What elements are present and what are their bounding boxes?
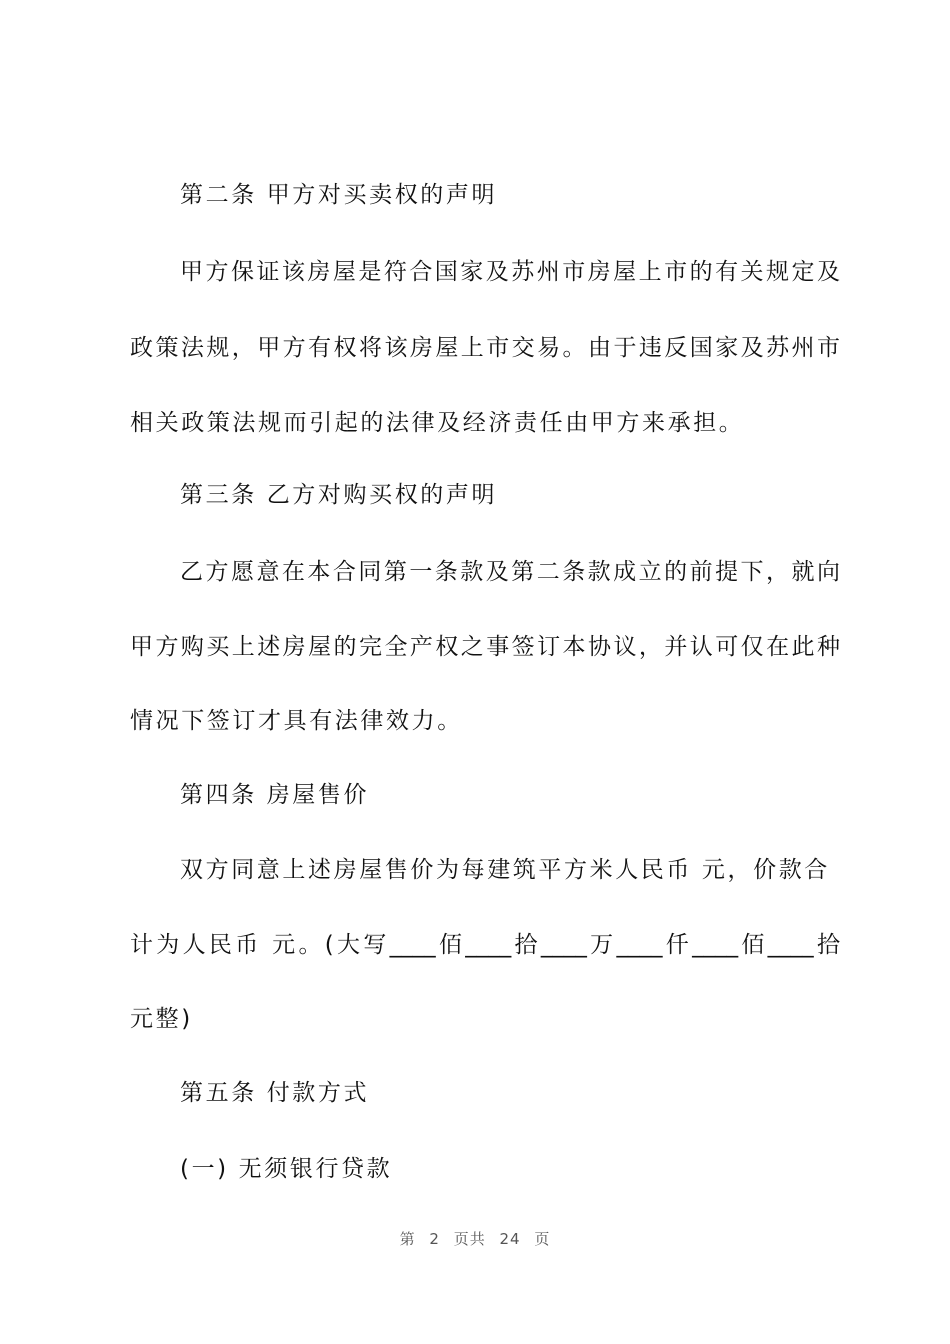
article-2-heading: 第二条 甲方对买卖权的声明 — [180, 182, 498, 208]
article-4-heading: 第四条 房屋售价 — [180, 782, 370, 808]
paragraph-line: 双方同意上述房屋售价为每建筑平方米人民币 元，价款合 — [180, 857, 830, 883]
paragraph-line: 甲方保证该房屋是符合国家及苏州市房屋上市的有关规定及 — [180, 259, 840, 285]
paragraph-line: 乙方愿意在本合同第一条款及第二条款成立的前提下，就向 — [180, 559, 840, 585]
paragraph-line: 元整) — [130, 1006, 193, 1032]
page-number: 第 2 页共 24 页 — [399, 1230, 551, 1248]
subsection-heading: (一) 无须银行贷款 — [180, 1156, 393, 1182]
article-3-heading: 第三条 乙方对购买权的声明 — [180, 482, 498, 508]
paragraph-line: 情况下签订才具有法律效力。 — [130, 708, 463, 734]
paragraph-line: 政策法规，甲方有权将该房屋上市交易。由于违反国家及苏州市 — [130, 335, 840, 361]
paragraph-line: 甲方购买上述房屋的完全产权之事签订本协议，并认可仅在此种 — [130, 634, 840, 660]
paragraph-line: 相关政策法规而引起的法律及经济责任由甲方来承担。 — [130, 410, 745, 436]
paragraph-line: 计为人民币 元。(大写____佰____拾____万____仟____佰____拾 — [130, 932, 840, 958]
article-5-heading: 第五条 付款方式 — [180, 1080, 370, 1106]
